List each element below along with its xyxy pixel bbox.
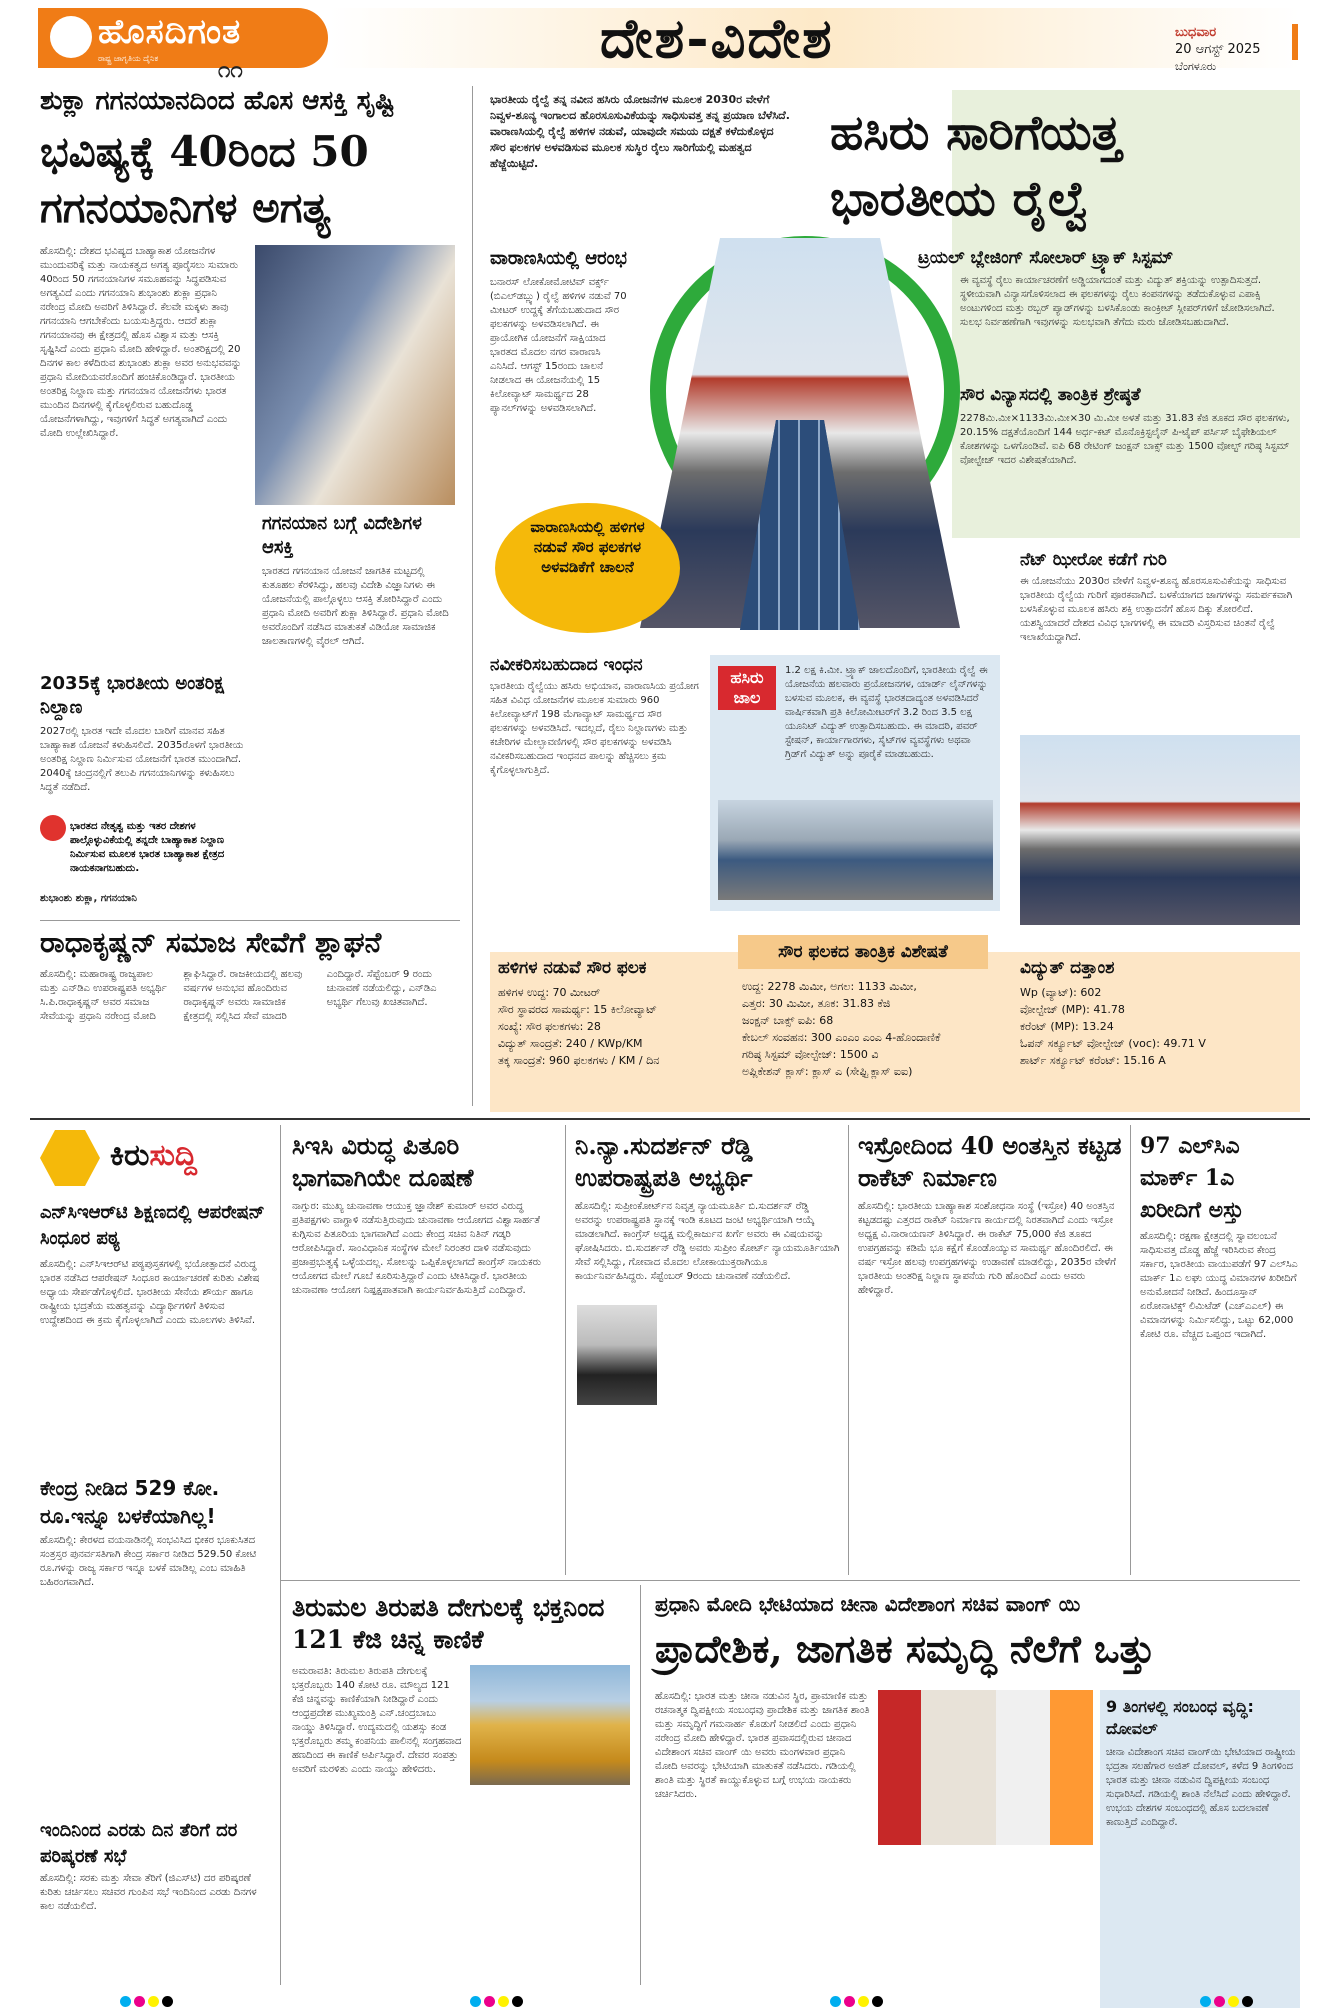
spec-head: ಸೌರ ಫಲಕದ ತಾಂತ್ರಿಕ ವಿಶೇಷತೆ: [738, 935, 988, 969]
netzero-title: ನೆಟ್ ಝೀರೋ ಕಡೆಗೆ ಗುರಿ: [1020, 550, 1167, 570]
radhakrishnan-headline: ರಾಧಾಕೃಷ್ಣನ್ ಸಮಾಜ ಸೇವೆಗೆ ಶ್ಲಾಘನೆ: [40, 926, 382, 959]
hand-icon: [40, 1130, 100, 1186]
story3-body: ಹೊಸದಿಲ್ಲಿ: ಸರಕು ಮತ್ತು ಸೇವಾ ತೆರಿಗೆ (ಜಿಎಸ್‌ಟಿ) ದರ ಪರಿಷ್ಕರಣೆ ಕುರಿತು ಚರ್ಚಿಸಲು ಸಚಿವರ ಗುಂಪಿನ ಸಭೆ ಇಂದಿನಿಂದ ಎರಡು ದಿನಗಳ ಕಾಲ ನಡೆಯಲಿದೆ.: [40, 1873, 257, 1912]
solar-track-photo-2: [718, 800, 993, 900]
radhakrishnan-body: ಹೊಸದಿಲ್ಲಿ: ಮಹಾರಾಷ್ಟ್ರ ರಾಜ್ಯಪಾಲ ಮತ್ತು ಎನ್‌ಡಿಎ ಉಪರಾಷ್ಟ್ರಪತಿ ಅಭ್ಯರ್ಥಿ ಸಿ.ಪಿ.ರಾಧಾಕೃಷ್ಣನ್ ಅವರ ಸಮಾಜ ಸೇವೆಯನ್ನು ಪ್ರಧಾನಿ ನರೇಂದ್ರ ಮೋದಿ ಶ್ಲಾಘಿಸಿದ್ದಾರೆ. ರಾಜಕೀಯದಲ್ಲಿ ಹಲವು ವರ್ಷಗಳ ಅನುಭವ ಹೊಂದಿರುವ ರಾಧಾಕೃಷ್ಣನ್ ಅವರು ಸಾಮಾಜಿಕ ಕ್ಷೇತ್ರದಲ್ಲಿ ಸಲ್ಲಿಸಿದ ಸೇವೆ ಮಾದರಿ ಎಂದಿದ್ದಾರೆ. ಸೆಪ್ಟೆಂಬರ್ 9 ರಂದು ಚುನಾವಣೆ ನಡೆಯಲಿದ್ದು, ಎನ್‌ಡಿಎ ಅಭ್ಯರ್ಥಿ ಗೆಲುವು ಖಚಿತವಾಗಿದೆ.: [40, 969, 437, 1022]
varanasi-title: ವಾರಾಣಸಿಯಲ್ಲಿ ಆರಂಭ: [490, 248, 627, 269]
story3-title: ಇಂದಿನಿಂದ ಎರಡು ದಿನ ತೆರಿಗೆ ದರ ಪರಿಷ್ಕರಣೆ ಸಭೆ: [40, 1820, 238, 1867]
rails-spec-4: ವಿದ್ಯುತ್ ಸಾಂದ್ರತೆ: 240 / KWp/KM: [498, 1037, 643, 1050]
power-spec-3: ಕರೆಂಟ್ (MP): 13.24: [1020, 1020, 1114, 1033]
gaganyaan-kicker: ಶುಕ್ಲಾ ಗಗನಯಾನದಿಂದ ಹೊಸ ಆಸಕ್ತಿ ಸೃಷ್ಟಿ: [40, 86, 395, 116]
varanasi-label-circle: [495, 503, 680, 633]
eci-body: ನಾಗ್ಪುರ: ಮುಖ್ಯ ಚುನಾವಣಾ ಆಯುಕ್ತ ಜ್ಞಾನೇಶ್ ಕುಮಾರ್ ಅವರ ವಿರುದ್ಧ ಪ್ರತಿಪಕ್ಷಗಳು ವಾಗ್ದಾಳಿ ನಡೆಸುತ್ತಿರುವುದು ಚುನಾವಣಾ ಆಯೋಗದ ವಿಶ್ವಾಸಾರ್ಹತೆ ಕುಗ್ಗಿಸುವ ಪಿತೂರಿಯ ಭಾಗವಾಗಿದೆ ಎಂದು ಕೇಂದ್ರ ಸಚಿವ ನಿತಿನ್ ಗಡ್ಕರಿ ಆರೋಪಿಸಿದ್ದಾರೆ. ಸಾಂವಿಧಾನಿಕ ಸಂಸ್ಥೆಗಳ ಮೇಲೆ ನಿರಂತರ ದಾಳಿ ನಡೆಸುವುದು ಪ್ರಜಾಪ್ರಭುತ್ವಕ್ಕೆ ಒಳ್ಳೆಯದಲ್ಲ. ಸೋಲನ್ನು ಒಪ್ಪಿಕೊಳ್ಳಲಾಗದೆ ಕಾಂಗ್ರೆಸ್ ನಾಯಕರು ಆಯೋಗದ ಮೇಲೆ ಗೂಬೆ ಕೂರಿಸುತ್ತಿದ್ದಾರೆ ಎಂದು ಟೀಕಿಸಿದ್ದಾರೆ. ಭಾರತೀಯ ಚುನಾವಣಾ ಆಯೋಗ ನಿಷ್ಪಕ್ಷಪಾತವಾಗಿ ಕಾರ್ಯನಿರ್ವಹಿಸುತ್ತಿದೆ ಎಂದಿದ್ದಾರೆ.: [292, 1201, 542, 1296]
gaganyaan-headline: ಭವಿಷ್ಯಕ್ಕೆ 40ರಿಂದ 50 ಗಗನಯಾನಿಗಳ ಅಗತ್ಯ: [40, 127, 369, 232]
vp-body: ಹೊಸದಿಲ್ಲಿ: ಸುಪ್ರೀಂಕೋರ್ಟ್‌ನ ನಿವೃತ್ತ ನ್ಯಾಯಮೂರ್ತಿ ಬಿ.ಸುದರ್ಶನ್ ರೆಡ್ಡಿ ಅವರನ್ನು ಉಪರಾಷ್ಟ್ರಪತಿ ಸ್ಥಾನಕ್ಕೆ ಇಂಡಿ ಕೂಟದ ಜಂಟಿ ಅಭ್ಯರ್ಥಿಯಾಗಿ ಆಯ್ಕೆ ಮಾಡಲಾಗಿದೆ. ಕಾಂಗ್ರೆಸ್ ಅಧ್ಯಕ್ಷ ಮಲ್ಲಿಕಾರ್ಜುನ ಖರ್ಗೆ ಅವರು ಈ ವಿಷಯವನ್ನು ಘೋಷಿಸಿದರು. ಬಿ.ಸುದರ್ಶನ್ ರೆಡ್ಡಿ ಅವರು ಸುಪ್ರೀಂ ಕೋರ್ಟ್ ನ್ಯಾಯಮೂರ್ತಿಯಾಗಿ ಸೇವೆ ಸಲ್ಲಿಸಿದ್ದು, ಗೋವಾದ ಮೊದಲ ಲೋಕಾಯುಕ್ತರಾಗಿಯೂ ಕಾರ್ಯನಿರ್ವಹಿಸಿದ್ದರು. ಸೆಪ್ಟೆಂಬರ್ 9ರಂದು ಚುನಾವಣೆ ನಡೆಯಲಿದೆ.: [575, 1201, 840, 1282]
section-divider: [30, 1118, 1310, 1120]
railway-headline: [830, 100, 1121, 232]
quote-attribution: ಶುಭಾಂಶು ಶುಕ್ಲಾ, ಗಗನಯಾನಿ: [40, 893, 137, 904]
column-rule: [848, 1125, 849, 1575]
column-rule: [640, 1585, 641, 1985]
rails-spec-title: ಹಳಿಗಳ ನಡುವೆ ಸೌರ ಫಲಕ: [498, 958, 647, 978]
gaganyaan-sub1: ಗಗನಯಾನ ಬಗ್ಗೆ ವಿದೇಶಿಗಳ ಆಸಕ್ತಿ: [262, 513, 422, 558]
page-number: ೧೧: [218, 58, 243, 83]
story1-body: ಹೊಸದಿಲ್ಲಿ: ಎನ್‌ಸಿಇಆರ್‌ಟಿ ಪಠ್ಯಪುಸ್ತಕಗಳಲ್ಲಿ ಭಯೋತ್ಪಾದನೆ ವಿರುದ್ಧ ಭಾರತ ನಡೆಸಿದ ಆಪರೇಷನ್ ಸಿಂಧೂರ ಕಾರ್ಯಾಚರಣೆ ಕುರಿತು ವಿಶೇಷ ಅಧ್ಯಾಯ ಸೇರ್ಪಡೆಗೊಳ್ಳಲಿದೆ. ಭಾರತೀಯ ಸೇನೆಯ ಶೌರ್ಯ ಹಾಗೂ ರಾಷ್ಟ್ರೀಯ ಭದ್ರತೆಯ ಮಹತ್ವವನ್ನು ವಿದ್ಯಾರ್ಥಿಗಳಿಗೆ ತಿಳಿಸುವ ಉದ್ದೇಶದಿಂದ ಈ ಕ್ರಮ ಕೈಗೊಳ್ಳಲಾಗಿದೆ ಎಂದು ಮೂಲಗಳು ತಿಳಿಸಿವೆ.: [40, 1259, 260, 1326]
kirusuddi-label: [110, 1138, 197, 1173]
panel-spec-3: ಜಂಕ್ಷನ್ ಬಾಕ್ಸ್ ಐಪಿ: 68: [742, 1014, 834, 1027]
train-photo: [1020, 735, 1300, 925]
logo-text: ಹೊಸದಿಗಂತ: [98, 12, 242, 52]
logo-tagline: ರಾಷ್ಟ್ರ ಜಾಗೃತಿಯ ದೈನಿಕ: [98, 54, 159, 63]
doval-title: 9 ತಿಂಗಳಲ್ಲಿ ಸಂಬಂಧ ವೃದ್ಧಿ: ದೋವಲ್: [1106, 1697, 1254, 1738]
tirumala-headline: ತಿರುಮಲ ತಿರುಪತಿ ದೇಗುಲಕ್ಕೆ ಭಕ್ತನಿಂದ 121 ಕೆಜಿ ಚಿನ್ನ ಕಾಣಿಕೆ: [292, 1593, 605, 1654]
trailblazing-body: ಈ ವ್ಯವಸ್ಥೆ ರೈಲು ಕಾರ್ಯಾಚರಣೆಗೆ ಅಡ್ಡಿಯಾಗದಂತೆ ಮತ್ತು ವಿದ್ಯುತ್ ಶಕ್ತಿಯನ್ನು ಉತ್ಪಾದಿಸುತ್ತದೆ. ಸ್ಥಳೀಯವಾಗಿ ವಿನ್ಯಾಸಗೊಳಿಸಲಾದ ಈ ಫಲಕಗಳನ್ನು ರೈಲು ಕಂಪನಗಳನ್ನು ತಡೆದುಕೊಳ್ಳುವ ಎಪಾಕ್ಸಿ ಅಂಟುಗಳಿಂದ ಮತ್ತು ರಬ್ಬರ್ ಪ್ಯಾಡ್‌ಗಳನ್ನು ಬಳಸಿಕೊಂಡು ಕಾಂಕ್ರೀಟ್ ಸ್ಲೀಪರ್‌ಗಳಿಗೆ ಜೋಡಿಸಲಾಗಿದೆ. ಸುಲಭ ನಿರ್ವಹಣೆಗಾಗಿ ಇವುಗಳನ್ನು ಸುಲಭವಾಗಿ ತೆಗೆದು ಮರು ಜೋಡಿಸಬಹುದಾಗಿದೆ.: [960, 275, 1275, 328]
panel-spec-6: ಅಪ್ಲಿಕೇಶನ್ ಕ್ಲಾಸ್: ಕ್ಲಾಸ್ ಎ (ಸೇಫ್ಟಿ ಕ್ಲಾಸ್ ಐಐ): [742, 1065, 913, 1078]
netzero-body: ಈ ಯೋಜನೆಯು 2030ರ ವೇಳೆಗೆ ನಿವ್ವಳ-ಶೂನ್ಯ ಹೊರಸೂಸುವಿಕೆಯನ್ನು ಸಾಧಿಸುವ ಭಾರತೀಯ ರೈಲ್ವೆಯ ಗುರಿಗೆ ಪೂರಕವಾಗಿದೆ. ಬಳಕೆಯಾಗದ ಜಾಗಗಳನ್ನು ಸಮರ್ಪಕವಾಗಿ ಬಳಸಿಕೊಳ್ಳುವ ಮೂಲಕ ಹಸಿರು ಶಕ್ತಿ ಉತ್ಪಾದನೆಗೆ ಹೊಸ ದಿಕ್ಕು ತೋರಲಿದೆ. ಯಶಸ್ವಿಯಾದರೆ ದೇಶದ ವಿವಿಧ ಭಾಗಗಳಲ್ಲಿ ಈ ಮಾದರಿ ವಿಸ್ತರಿಸುವ ಚಿಂತನೆ ರೈಲ್ವೆ ಇಲಾಖೆಯದ್ದಾಗಿದೆ.: [1020, 576, 1293, 643]
panel-spec-1: ಉದ್ದ: 2278 ಮಿಮೀ, ಅಗಲ: 1133 ಮಿಮೀ,: [742, 980, 917, 993]
column-rule: [565, 1125, 566, 1575]
gaganyaan-body: ಹೊಸದಿಲ್ಲಿ: ದೇಶದ ಭವಿಷ್ಯದ ಬಾಹ್ಯಾಕಾಶ ಯೋಜನೆಗಳ ಮುಂದುವರಿಕ್ಕೆ ಮತ್ತು ನಾಯಕತ್ವದ ಅಗತ್ಯ ಪೂರೈಸಲು ಸುಮಾರು 40ರಿಂದ 50 ಗಗನಯಾನಿಗಳ ಸಮೂಹವನ್ನು ಸಿದ್ಧಪಡಿಸುವ ಅಗತ್ಯವಿದೆ ಎಂದು ಗಗನಯಾನಿ ಶುಭಾಂಶು ಶುಕ್ಲಾ ಪ್ರಧಾನಿ ನರೇಂದ್ರ ಮೋದಿ ಅವರಿಗೆ ತಿಳಿಸಿದ್ದಾರೆ. ಕೆಲವೇ ಮಕ್ಕಳು ತಾವು ಗಗನಯಾನಿ ಆಗಬೇಕೆಂದು ಬಯಸುತ್ತಿದ್ದರು. ಆದರೆ ಶುಕ್ಲಾ ಗಗನಯಾನವು ಈ ಕ್ಷೇತ್ರದಲ್ಲಿ ಹೊಸ ವಿಶ್ವಾಸ ಮತ್ತು ಆಸಕ್ತಿ ಸೃಷ್ಟಿಸಿದೆ ಎಂದು ಪ್ರಧಾನಿ ಮೋದಿ ಹೇಳಿದ್ದಾರೆ. ಅಂತರಿಕ್ಷದಲ್ಲಿ 20 ದಿನಗಳ ಕಾಲ ಕಳೆದಿರುವ ಶುಭಾಂಶು ಶುಕ್ಲಾ ಅವರ ಅನುಭವವನ್ನು ಪ್ರಧಾನಿ ಮೋದಿಯವರೊಂದಿಗೆ ಹಂಚಿಕೊಂಡಿದ್ದಾರೆ. ಭಾರತೀಯ ಅಂತರಿಕ್ಷ ನಿಲ್ದಾಣ ಮತ್ತು ಗಗನಯಾನ ಯೋಜನೆಗಳು ಭಾರತ ಮುಂದಿನ ದಿನಗಳಲ್ಲಿ ಕೈಗೊಳ್ಳಲಿರುವ ಬಹುದೊಡ್ಡ ಯೋಜನೆಗಳಾಗಿದ್ದು, ಇವುಗಳಿಗೆ ಸಿದ್ಧತೆ ಅಗತ್ಯವಾಗಿದೆ ಎಂದು ಮೋದಿ ಉಲ್ಲೇಖಿಸಿದ್ದಾರೆ.: [40, 246, 242, 439]
power-spec-column: [1020, 958, 1295, 1069]
gaganyaan-sub2: 2035ಕ್ಕೆ ಭಾರತೀಯ ಅಂತರಿಕ್ಷ ನಿಲ್ದಾಣ: [40, 673, 224, 718]
power-spec-1: Wp (ವ್ಯಾಟ್): 602: [1020, 986, 1102, 999]
gaganyaan-sub2-body: 2027ರಲ್ಲಿ ಭಾರತ ಇದೇ ಮೊದಲ ಬಾರಿಗೆ ಮಾನವ ಸಹಿತ ಬಾಹ್ಯಾಕಾಶ ಯೋಜನೆ ಕಳುಹಿಸಲಿದೆ. 2035ರೊಳಗೆ ಭಾರತೀಯ ಅಂತರಿಕ್ಷ ನಿಲ್ದಾಣ ನಿರ್ಮಿಸುವ ಯೋಜನೆಗೆ ಭಾರತ ಮುಂದಾಗಿದೆ. 2040ಕ್ಕೆ ಚಂದ್ರನಲ್ಲಿಗೆ ತಲುಪಿ ಗಗನಯಾನಿಗಳನ್ನು ಕಳುಹಿಸಲು ಸಿದ್ಧತೆ ನಡೆದಿದೆ.: [40, 726, 244, 793]
power-spec-5: ಶಾರ್ಟ್ ಸರ್ಕ್ಯೂಟ್ ಕರೆಂಟ್: 15.16 A: [1020, 1054, 1166, 1067]
temple-photo: [470, 1665, 630, 1785]
print-registration-marks: [830, 1992, 886, 2011]
renewable-title: ನವೀಕರಿಸಬಹುದಾದ ಇಂಧನ: [490, 655, 643, 675]
varanasi-body: ಬನಾರಸ್ ಲೋಕೋಮೋಟಿವ್ ವರ್ಕ್ಸ್ (ಬಿಎಲ್‌ಡಬ್ಲ್ಯು) ರೈಲ್ವೆ ಹಳಿಗಳ ನಡುವೆ 70 ಮೀಟರ್ ಉದ್ದಕ್ಕೆ ತೆಗೆಯಬಹುದಾದ ಸೌರ ಫಲಕಗಳನ್ನು ಅಳವಡಿಸಲಾಗಿದೆ. ಈ ಪ್ರಾಯೋಗಿಕ ಯೋಜನೆಗೆ ಸಾಕ್ಷಿಯಾದ ಭಾರತದ ಮೊದಲ ನಗರ ವಾರಾಣಸಿ ಎನಿಸಿದೆ. ಆಗಸ್ಟ್ 15ರಂದು ಚಾಲನೆ ನೀಡಲಾದ ಈ ಯೋಜನೆಯಲ್ಲಿ 15 ಕಿಲೋವ್ಯಾಟ್ ಸಾಮರ್ಥ್ಯದ 28 ಪ್ಯಾನಲ್‌ಗಳನ್ನು ಅಳವಡಿಸಲಾಗಿದೆ.: [490, 277, 627, 414]
panel-spec-4: ಕೇಬಲ್ ಸಂವಹನ: 300 ಎಂಎಂ ಎಂಎ 4-ಹೊಂದಾಣಿಕೆ: [742, 1031, 941, 1044]
masthead-logo: [38, 8, 328, 83]
logo-emblem-icon: [50, 16, 92, 58]
divider: [280, 1580, 1300, 1581]
rails-spec-1: ಹಳಿಗಳ ಉದ್ದ: 70 ಮೀಟರ್: [498, 986, 601, 999]
panel-spec-column: [742, 978, 1002, 1080]
masthead-accent: [1292, 24, 1298, 60]
power-spec-4: ಓಪನ್ ಸರ್ಕ್ಯೂಟ್ ವೋಲ್ಟೇಜ್ (voc): 49.71 V: [1020, 1037, 1206, 1050]
isro-headline: ಇಸ್ರೋದಿಂದ 40 ಅಂತಸ್ತಿನ ಕಟ್ಟಡ ರಾಕೆಟ್ ನಿರ್ಮಾಣ: [858, 1131, 1122, 1192]
isro-body: ಹೊಸದಿಲ್ಲಿ: ಭಾರತೀಯ ಬಾಹ್ಯಾಕಾಶ ಸಂಶೋಧನಾ ಸಂಸ್ಥೆ (ಇಸ್ರೋ) 40 ಅಂತಸ್ತಿನ ಕಟ್ಟಡದಷ್ಟು ಎತ್ತರದ ರಾಕೆಟ್ ನಿರ್ಮಾಣ ಕಾರ್ಯದಲ್ಲಿ ನಿರತವಾಗಿದೆ ಎಂದು ಇಸ್ರೋ ಅಧ್ಯಕ್ಷ ವಿ.ನಾರಾಯಣನ್ ತಿಳಿಸಿದ್ದಾರೆ. ಈ ರಾಕೆಟ್ 75,000 ಕೆಜಿ ತೂಕದ ಉಪಗ್ರಹವನ್ನು ಕಡಿಮೆ ಭೂ ಕಕ್ಷೆಗೆ ಕೊಂಡೊಯ್ಯುವ ಸಾಮರ್ಥ್ಯ ಹೊಂದಿರಲಿದೆ. ಈ ವರ್ಷ ಇಸ್ರೋ ಹಲವು ಉಪಗ್ರಹಗಳನ್ನು ಉಡಾವಣೆ ಮಾಡಲಿದ್ದು, 2035ರ ವೇಳೆಗೆ ಭಾರತೀಯ ಅಂತರಿಕ್ಷ ನಿಲ್ದಾಣ ಸ್ಥಾಪನೆಯ ಗುರಿ ಹೊಂದಿದೆ ಎಂದು ಅವರು ಹೇಳಿದ್ದಾರೆ.: [858, 1201, 1116, 1296]
wangyi-kicker: ಪ್ರಧಾನಿ ಮೋದಿ ಭೇಟಿಯಾದ ಚೀನಾ ವಿದೇಶಾಂಗ ಸಚಿವ ವಾಂಗ್ ಯಿ: [655, 1592, 1081, 1616]
tirumala-body: ಅಮರಾವತಿ: ತಿರುಮಲ ತಿರುಪತಿ ದೇಗುಲಕ್ಕೆ ಭಕ್ತರೊಬ್ಬರು 140 ಕೋಟಿ ರೂ. ಮೌಲ್ಯದ 121 ಕೆಜಿ ಚಿನ್ನವನ್ನು ಕಾಣಿಕೆಯಾಗಿ ನೀಡಿದ್ದಾರೆ ಎಂದು ಆಂಧ್ರಪ್ರದೇಶ ಮುಖ್ಯಮಂತ್ರಿ ಎನ್.ಚಂದ್ರಬಾಬು ನಾಯ್ಡು ತಿಳಿಸಿದ್ದಾರೆ. ಉದ್ಯಮದಲ್ಲಿ ಯಶಸ್ಸು ಕಂಡ ಭಕ್ತರೊಬ್ಬರು ತಮ್ಮ ಕಂಪನಿಯ ಪಾಲಿನಲ್ಲಿ ಸಂಗ್ರಹವಾದ ಹಣದಿಂದ ಈ ಕಾಣಿಕೆ ಅರ್ಪಿಸಿದ್ದಾರೆ. ದೇವರ ಸಂಪತ್ತು ಅವರಿಗೆ ಮರಳಿತು ಎಂದು ನಾಯ್ಡು ಹೇಳಿದರು.: [292, 1666, 462, 1775]
day: ಬುಧವಾರ: [1175, 25, 1217, 40]
badge-word2: ಸುದ್ದಿ: [149, 1138, 198, 1173]
story1-title: ಎನ್‌ಸಿಇಆರ್‌ಟಿ ಶಿಕ್ಷಣದಲ್ಲಿ ಆಪರೇಷನ್ ಸಿಂಧೂರ ಪಠ್ಯ: [40, 1202, 265, 1249]
vp-headline: ನಿ.ನ್ಯಾ.ಸುದರ್ಶನ್ ರೆಡ್ಡಿ ಉಪರಾಷ್ಟ್ರಪತಿ ಅಭ್ಯರ್ಥಿ: [575, 1131, 753, 1192]
date: 20 ಆಗಸ್ಟ್ 2025: [1175, 42, 1261, 57]
story2-body: ಹೊಸದಿಲ್ಲಿ: ಕೇರಳದ ವಯನಾಡಿನಲ್ಲಿ ಸಂಭವಿಸಿದ ಭೀಕರ ಭೂಕುಸಿತದ ಸಂತ್ರಸ್ತರ ಪುನರ್ವಸತಿಗಾಗಿ ಕೇಂದ್ರ ಸರ್ಕಾರ ನೀಡಿದ 529.50 ಕೋಟಿ ರೂ.ಗಳನ್ನು ರಾಜ್ಯ ಸರ್ಕಾರ ಇನ್ನೂ ಬಳಕೆ ಮಾಡಿಲ್ಲ ಎಂಬ ಮಾಹಿತಿ ಬಹಿರಂಗವಾಗಿದೆ.: [40, 1535, 257, 1588]
railway-headline-line2: ಭಾರತೀಯ ರೈಲ್ವೆ: [830, 171, 1090, 227]
wangyi-body: ಹೊಸದಿಲ್ಲಿ: ಭಾರತ ಮತ್ತು ಚೀನಾ ನಡುವಿನ ಸ್ಥಿರ, ಪ್ರಾಮಾಣಿಕ ಮತ್ತು ರಚನಾತ್ಮಕ ದ್ವಿಪಕ್ಷೀಯ ಸಂಬಂಧವು ಪ್ರಾದೇಶಿಕ ಮತ್ತು ಜಾಗತಿಕ ಶಾಂತಿ ಮತ್ತು ಸಮೃದ್ಧಿಗೆ ಗಮನಾರ್ಹ ಕೊಡುಗೆ ನೀಡಲಿದೆ ಎಂದು ಪ್ರಧಾನಿ ನರೇಂದ್ರ ಮೋದಿ ಹೇಳಿದ್ದಾರೆ. ಭಾರತ ಪ್ರವಾಸದಲ್ಲಿರುವ ಚೀನಾದ ವಿದೇಶಾಂಗ ಸಚಿವ ವಾಂಗ್ ಯಿ ಅವರು ಮಂಗಳವಾರ ಪ್ರಧಾನಿ ಮೋದಿ ಅವರನ್ನು ಭೇಟಿಯಾಗಿ ಮಾತುಕತೆ ನಡೆಸಿದರು. ಗಡಿಯಲ್ಲಿ ಶಾಂತಿ ಮತ್ತು ಸ್ಥಿರತೆ ಕಾಯ್ದುಕೊಳ್ಳುವ ಬಗ್ಗೆ ಉಭಯ ನಾಯಕರು ಚರ್ಚಿಸಿದರು.: [655, 1691, 870, 1800]
print-registration-marks: [1200, 1992, 1256, 2011]
circle-label: ವಾರಾಣಸಿಯಲ್ಲಿ ಹಳಿಗಳ ನಡುವೆ ಸೌರ ಫಲಕಗಳ ಅಳವಡಿಕೆಗೆ ಚಾಲನೆ: [530, 518, 645, 576]
section-title: ದೇಶ-ವಿದೇಶ: [600, 6, 834, 70]
print-registration-marks: [120, 1992, 176, 2011]
kirusuddi-badge: [40, 1130, 260, 1190]
panel-spec-2: ಎತ್ತರ: 30 ಮಿಮೀ, ತೂಕ: 31.83 ಕೆಜಿ: [742, 997, 891, 1010]
hasiru-jala-badge: ಹಸಿರು ಜಾಲ: [718, 666, 776, 710]
badge-word1: ಕಿರು: [110, 1138, 150, 1173]
rails-spec-2: ಸೌರ ಸ್ಥಾವರದ ಸಾಮರ್ಥ್ಯ: 15 ಕಿಲೋವ್ಯಾಟ್: [498, 1003, 657, 1016]
lca-headline: 97 ಎಲ್‌ಸಿಎ ಮಾರ್ಕ್ 1ಎ ಖರೀದಿಗೆ ಅಸ್ತು: [1140, 1133, 1244, 1223]
city: ಬೆಂಗಳೂರು: [1175, 60, 1217, 73]
gaganyaan-quote: ಭಾರತದ ನೇತೃತ್ವ ಮತ್ತು ಇತರ ದೇಶಗಳ ಪಾಲ್ಗೊಳ್ಳುವಿಕೆಯಲ್ಲಿ ತನ್ನದೇ ಬಾಹ್ಯಾಕಾಶ ನಿಲ್ದಾಣ ನಿರ್ಮಿಸುವ ಮೂಲಕ ಭಾರತ ಬಾಹ್ಯಾಕಾಶ ಕ್ಷೇತ್ರದ ನಾಯಕನಾಗಬಹುದು.: [70, 821, 225, 874]
masthead-date: [1175, 24, 1261, 75]
renewable-body: ಭಾರತೀಯ ರೈಲ್ವೆಯು ಹಸಿರು ಅಭಿಯಾನ, ವಾರಾಣಸಿಯ ಪ್ರಯೋಗ ಸಹಿತ ವಿವಿಧ ಯೋಜನೆಗಳ ಮೂಲಕ ಸುಮಾರು 960 ಕಿಲೋವ್ಯಾಟ್‌ಗೆ 198 ಮೆಗಾವ್ಯಾಟ್ ಸಾಮರ್ಥ್ಯದ ಸೌರ ಫಲಕಗಳನ್ನು ಅಳವಡಿಸಿದೆ. ಇದಲ್ಲದೆ, ರೈಲು ನಿಲ್ದಾಣಗಳು ಮತ್ತು ಕಚೇರಿಗಳ ಮೇಲ್ಛಾವಣಿಗಳಲ್ಲಿ ಸೌರ ಫಲಕಗಳನ್ನು ಅಳವಡಿಸಿ ನವೀಕರಿಸಬಹುದಾದ ಇಂಧನದ ಪಾಲನ್ನು ಹೆಚ್ಚಿಸಲು ಕ್ರಮ ಕೈಗೊಳ್ಳಲಾಗುತ್ತಿದೆ.: [490, 681, 699, 776]
design-body: 2278ಮಿ.ಮೀ×1133ಮಿ.ಮೀ×30 ಮಿ.ಮೀ ಅಳತೆ ಮತ್ತು 31.83 ಕೆಜಿ ತೂಕದ ಸೌರ ಫಲಕಗಳು, 20.15% ದಕ್ಷತೆಯೊಂದಿಗೆ 144 ಅರ್ಧ-ಕಟ್ ಮೊನೊಕ್ರಿಸ್ಟಲೈನ್ ಪಿ-ಟೈಪ್ ಪರ್ಸಿಸ್ ಬೈಫೇಶಿಯಲ್ ಕೋಶಗಳನ್ನು ಒಳಗೊಂಡಿವೆ. ಐಪಿ 68 ರೇಟಿಂಗ್ ಜಂಕ್ಷನ್ ಬಾಕ್ಸ್ ಮತ್ತು 1500 ವೋಲ್ಟ್ ಗರಿಷ್ಠ ಸಿಸ್ಟಮ್ ವೋಲ್ಟೇಜ್ ಇದರ ವಿಶೇಷತೆಯಾಗಿದೆ.: [960, 413, 1290, 466]
lca-body: ಹೊಸದಿಲ್ಲಿ: ರಕ್ಷಣಾ ಕ್ಷೇತ್ರದಲ್ಲಿ ಸ್ವಾವಲಂಬನೆ ಸಾಧಿಸುವತ್ತ ದೊಡ್ಡ ಹೆಜ್ಜೆ ಇರಿಸಿರುವ ಕೇಂದ್ರ ಸರ್ಕಾರ, ಭಾರತೀಯ ವಾಯುಪಡೆಗೆ 97 ಎಲ್‌ಸಿಎ ಮಾರ್ಕ್ 1ಎ ಲಘು ಯುದ್ಧ ವಿಮಾನಗಳ ಖರೀದಿಗೆ ಅನುಮೋದನೆ ನೀಡಿದೆ. ಹಿಂದೂಸ್ತಾನ್ ಏರೋನಾಟಿಕ್ಸ್ ಲಿಮಿಟೆಡ್ (ಎಚ್‌ಎಎಲ್) ಈ ವಿಮಾನಗಳನ್ನು ನಿರ್ಮಿಸಲಿದ್ದು, ಒಟ್ಟು 62,000 ಕೋಟಿ ರೂ. ವೆಚ್ಚದ ಒಪ್ಪಂದ ಇದಾಗಿದೆ.: [1140, 1231, 1298, 1340]
panel-spec-5: ಗರಿಷ್ಠ ಸಿಸ್ಟಮ್ ವೋಲ್ಟೇಜ್: 1500 ವಿ: [742, 1048, 879, 1061]
modi-wangyi-photo: [878, 1690, 1093, 1845]
railway-headline-line1: ಹಸಿರು ಸಾರಿಗೆಯತ್ತ: [830, 105, 1122, 161]
gaganyaan-sub1-body: ಭಾರತದ ಗಗನಯಾನ ಯೋಜನೆ ಜಾಗತಿಕ ಮಟ್ಟದಲ್ಲಿ ಕುತೂಹಲ ಕೆರಳಿಸಿದ್ದು, ಹಲವು ವಿದೇಶಿ ವಿಜ್ಞಾನಿಗಳು ಈ ಯೋಜನೆಯಲ್ಲಿ ಪಾಲ್ಗೊಳ್ಳಲು ಆಸಕ್ತಿ ತೋರಿಸಿದ್ದಾರೆ ಎಂದು ಪ್ರಧಾನಿ ಮೋದಿ ಅವರಿಗೆ ಶುಕ್ಲಾ ತಿಳಿಸಿದ್ದಾರೆ. ಪ್ರಧಾನಿ ಮೋದಿ ಅವರೊಂದಿಗೆ ನಡೆಸಿದ ಮಾತುಕತೆ ವಿಡಿಯೋ ಸಾಮಾಜಿಕ ಜಾಲತಾಣಗಳಲ್ಲಿ ವೈರಲ್ ಆಗಿದೆ.: [262, 566, 449, 647]
trailblazing-title: ಟ್ರಯಲ್ ಬ್ಲೇಜಿಂಗ್ ಸೋಲಾರ್ ಟ್ರ್ಯಾಕ್ ಸಿಸ್ಟಮ್: [918, 248, 1174, 268]
quote-icon: [40, 815, 66, 841]
column-rule: [472, 86, 473, 1106]
divider: [40, 920, 460, 921]
rails-spec-3: ಸಂಖ್ಯೆ: ಸೌರ ಫಲಕಗಳು: 28: [498, 1020, 601, 1033]
rails-spec-column: [498, 958, 728, 1069]
wangyi-headline: ಪ್ರಾದೇಶಿಕ, ಜಾಗತಿಕ ಸಮೃದ್ಧಿ ನೆಲೆಗೆ ಒತ್ತು: [655, 1626, 1155, 1671]
modi-shukla-photo: [255, 245, 455, 505]
column-rule: [280, 1125, 281, 1985]
print-registration-marks: [470, 1992, 526, 2011]
power-spec-title: ವಿದ್ಯುತ್ ದತ್ತಾಂಶ: [1020, 958, 1115, 978]
railway-intro: ಭಾರತೀಯ ರೈಲ್ವೆ ತನ್ನ ನವೀನ ಹಸಿರು ಯೋಜನೆಗಳ ಮೂಲಕ 2030ರ ವೇಳೆಗೆ ನಿವ್ವಳ-ಶೂನ್ಯ ಇಂಗಾಲದ ಹೊರಸೂಸುವಿಕೆಯನ್ನು ಸಾಧಿಸುವತ್ತ ತನ್ನ ಪ್ರಯಾಣ ಬೆಳೆಸಿದೆ. ವಾರಾಣಸಿಯಲ್ಲಿ ರೈಲ್ವೆ ಹಳಿಗಳ ನಡುವೆ, ಯಾವುದೇ ಸಮಯ ದಕ್ಷತೆ ಕಳೆದುಕೊಳ್ಳದ ಸೌರ ಫಲಕಗಳ ಅಳವಡಿಸುವ ಮೂಲಕ ಸುಸ್ಥಿರ ರೈಲು ಸಾರಿಗೆಯಲ್ಲಿ ಮಹತ್ವದ ಹೆಜ್ಜೆಯಿಟ್ಟಿದೆ.: [490, 93, 790, 170]
design-title: ಸೌರ ವಿನ್ಯಾಸದಲ್ಲಿ ತಾಂತ್ರಿಕ ಶ್ರೇಷ್ಠತೆ: [960, 385, 1141, 405]
power-spec-2: ವೋಲ್ಟೇಜ್ (MP): 41.78: [1020, 1003, 1125, 1016]
rails-spec-5: ತಕ್ಕ ಸಾಂದ್ರತೆ: 960 ಫಲಕಗಳು / KM / ದಿನ: [498, 1054, 660, 1067]
story2-title: ಕೇಂದ್ರ ನೀಡಿದ 529 ಕೋ. ರೂ.ಇನ್ನೂ ಬಳಕೆಯಾಗಿಲ್ಲ!: [40, 1476, 220, 1528]
column-rule: [1130, 1125, 1131, 1575]
hasiru-jala-body: 1.2 ಲಕ್ಷ ಕಿ.ಮೀ. ಟ್ರ್ಯಾಕ್ ಜಾಲದೊಂದಿಗೆ, ಭಾರತೀಯ ರೈಲ್ವೆ ಈ ಯೋಜನೆಯ ಹಲವಾರು ಪ್ರಯೋಜನಗಳ, ಯಾರ್ಡ್ ಲೈನ್‌ಗಳನ್ನು ಬಳಸುವ ಮೂಲಕ, ಈ ವ್ಯವಸ್ಥೆ ಭಾರತದಾದ್ಯಂತ ಅಳವಡಿಸಿದರೆ ವಾರ್ಷಿಕವಾಗಿ ಪ್ರತಿ ಕಿಲೋಮೀಟರ್‌ಗೆ 3.2 ರಿಂದ 3.5 ಲಕ್ಷ ಯೂನಿಟ್ ವಿದ್ಯುತ್ ಉತ್ಪಾದಿಸಬಹುದು. ಈ ಮಾದರಿ, ಪವರ್ ಸ್ಟೇಷನ್, ಕಾರ್ಯಾಗಾರಗಳು, ಸೈಟ್‌ಗಳ ವ್ಯವಸ್ಥೆಗಳು ಅಥವಾ ಗ್ರಿಡ್‌ಗೆ ವಿದ್ಯುತ್ ಅನ್ನು ಪೂರೈಕೆ ಮಾಡಬಹುದು.: [785, 665, 988, 760]
doval-body: ಚೀನಾ ವಿದೇಶಾಂಗ ಸಚಿವ ವಾಂಗ್‌ಯಿ ಭೇಟಿಯಾದ ರಾಷ್ಟ್ರೀಯ ಭದ್ರತಾ ಸಲಹೆಗಾರ ಅಜಿತ್ ದೋವಲ್, ಕಳೆದ 9 ತಿಂಗಳಿಂದ ಭಾರತ ಮತ್ತು ಚೀನಾ ನಡುವಿನ ದ್ವಿಪಕ್ಷೀಯ ಸಂಬಂಧ ಸುಧಾರಿಸಿದೆ. ಗಡಿಯಲ್ಲಿ ಶಾಂತಿ ನೆಲೆಸಿದೆ ಎಂದು ಹೇಳಿದ್ದಾರೆ. ಉಭಯ ದೇಶಗಳ ಸಂಬಂಧದಲ್ಲಿ ಹೊಸ ಬದಲಾವಣೆ ಕಾಣುತ್ತಿದೆ ಎಂದಿದ್ದಾರೆ.: [1106, 1747, 1296, 1828]
eci-headline: ಸಿಇಸಿ ವಿರುದ್ಧ ಪಿತೂರಿ ಭಾಗವಾಗಿಯೇ ದೂಷಣೆ: [292, 1131, 474, 1192]
